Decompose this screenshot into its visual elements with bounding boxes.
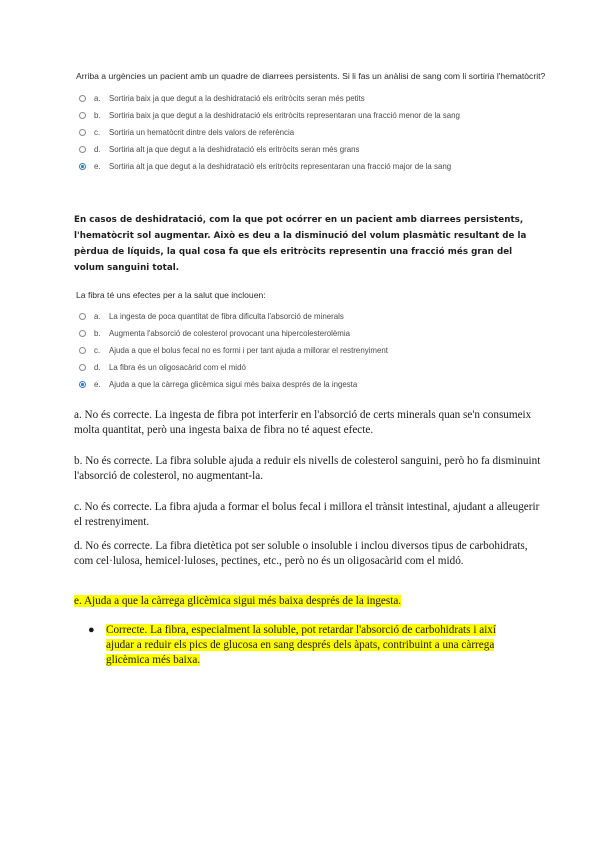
answer-e-bullet-highlight: Correcte. La fibra, especialment la soluble, pot retardar l'absorció de carbohidrats i així ajudar a reduir els pics de glucosa en sang després dels àpats, contribuint a una càrrega glicèmica més baixa. (106, 624, 497, 667)
radio-icon[interactable] (79, 112, 86, 119)
question-2-option-c[interactable] (76, 342, 546, 359)
radio-icon[interactable] (79, 95, 86, 102)
radio-icon[interactable] (79, 129, 86, 136)
radio-icon[interactable] (79, 146, 86, 153)
bullet-icon: ● (88, 624, 95, 636)
option-text: Sortiria alt ja que degut a la deshidratació els eritròcits seran més grans (109, 145, 360, 154)
option-letter: e. (94, 380, 101, 389)
option-text: Augmenta l'absorció de colesterol provocant una hipercolesterolèmia (109, 329, 350, 338)
option-letter: d. (94, 363, 101, 372)
option-text: Ajuda a que la càrrega glicèmica sigui més baixa després de la ingesta (109, 380, 358, 389)
question-1-option-a[interactable] (76, 90, 546, 107)
option-letter: a. (94, 94, 101, 103)
answer-e (74, 594, 401, 609)
question-2-block (76, 289, 546, 393)
option-letter: b. (94, 329, 101, 338)
answer-e-highlight: e. Ajuda a que la càrrega glicèmica sigui més baixa després de la ingesta. (74, 595, 402, 607)
option-text: Ajuda a que el bolus fecal no es formi i per tant ajuda a millorar el restrenyiment (109, 346, 388, 355)
option-letter: b. (94, 111, 101, 120)
radio-icon[interactable] (79, 347, 86, 354)
question-1-option-b[interactable] (76, 107, 546, 124)
question-1-option-c[interactable] (76, 124, 546, 141)
radio-icon[interactable] (79, 364, 86, 371)
answer-c: c. No és correcte. La fibra ajuda a formar el bolus fecal i millora el trànsit intestinal, ajudant a alleugerir el restrenyiment. (74, 501, 540, 529)
explanation-1: En casos de deshidratació, com la que pot ocórrer en un pacient amb diarrees persistents, l'hematòcrit sol augmentar. Això es deu a la disminució del volum plasmàtic resultant de la pèrdua de líquids, la qual cosa fa que els eritròcits representin una fracció més gran del volum sanguini total. (74, 215, 527, 273)
question-2-text: La fibra té uns efectes per a la salut que inclouen: (76, 290, 266, 300)
option-text: Sortiria un hematòcrit dintre dels valors de referència (109, 128, 295, 137)
option-text: Sortiria baix ja que degut a la deshidratació els eritròcits seran més petits (109, 94, 365, 103)
answer-a: a. No és correcte. La ingesta de fibra pot interferir en l'absorció de certs minerals quan se'n consumeix molta quantitat, però una ingesta baixa de fibra no té aquest efecte. (74, 409, 532, 437)
question-2-option-b[interactable] (76, 325, 546, 342)
question-1-option-e[interactable] (76, 158, 546, 175)
option-text: Sortiria baix ja que degut a la deshidratació els eritròcits representaran una fracció menor de la sang (109, 111, 460, 120)
question-1-option-d[interactable] (76, 141, 546, 158)
answer-e-bullet-text (106, 623, 526, 669)
option-text: La fibra és un oligosacàrid com el midó (109, 363, 246, 372)
radio-icon[interactable] (79, 313, 86, 320)
answer-e-bullet (88, 623, 528, 669)
question-2-option-a[interactable] (76, 308, 546, 325)
question-2-option-d[interactable] (76, 359, 546, 376)
radio-selected-icon[interactable] (79, 163, 86, 170)
option-text: Sortiria alt ja que degut a la deshidratació els eritròcits representaran una fracció major de la sang (109, 162, 452, 171)
option-letter: e. (94, 162, 101, 171)
question-1-block (76, 70, 546, 175)
question-2-option-e[interactable] (76, 376, 546, 393)
answer-b: b. No és correcte. La fibra soluble ajuda a reduir els nivells de colesterol sanguini, però ho fa disminuint l'absorció de colesterol, no augmentant-la. (74, 455, 541, 483)
option-letter: d. (94, 145, 101, 154)
answer-d: d. No és correcte. La fibra dietètica pot ser soluble o insoluble i inclou diversos tipus de carbohidrats, com cel·lulosa, hemicel·luloses, pectines, etc., però no és un oligosacàrid com el midó. (74, 540, 528, 568)
option-letter: c. (94, 346, 101, 355)
radio-selected-icon[interactable] (79, 381, 86, 388)
option-letter: c. (94, 128, 101, 137)
question-1-text: Arriba a urgències un pacient amb un quadre de diarrees persistents. Si li fas un anàlisi de sang com li sortiria l'hematòcrit? (76, 71, 546, 81)
option-letter: a. (94, 312, 101, 321)
option-text: La ingesta de poca quantitat de fibra dificulta l'absorció de minerals (109, 312, 344, 321)
radio-icon[interactable] (79, 330, 86, 337)
